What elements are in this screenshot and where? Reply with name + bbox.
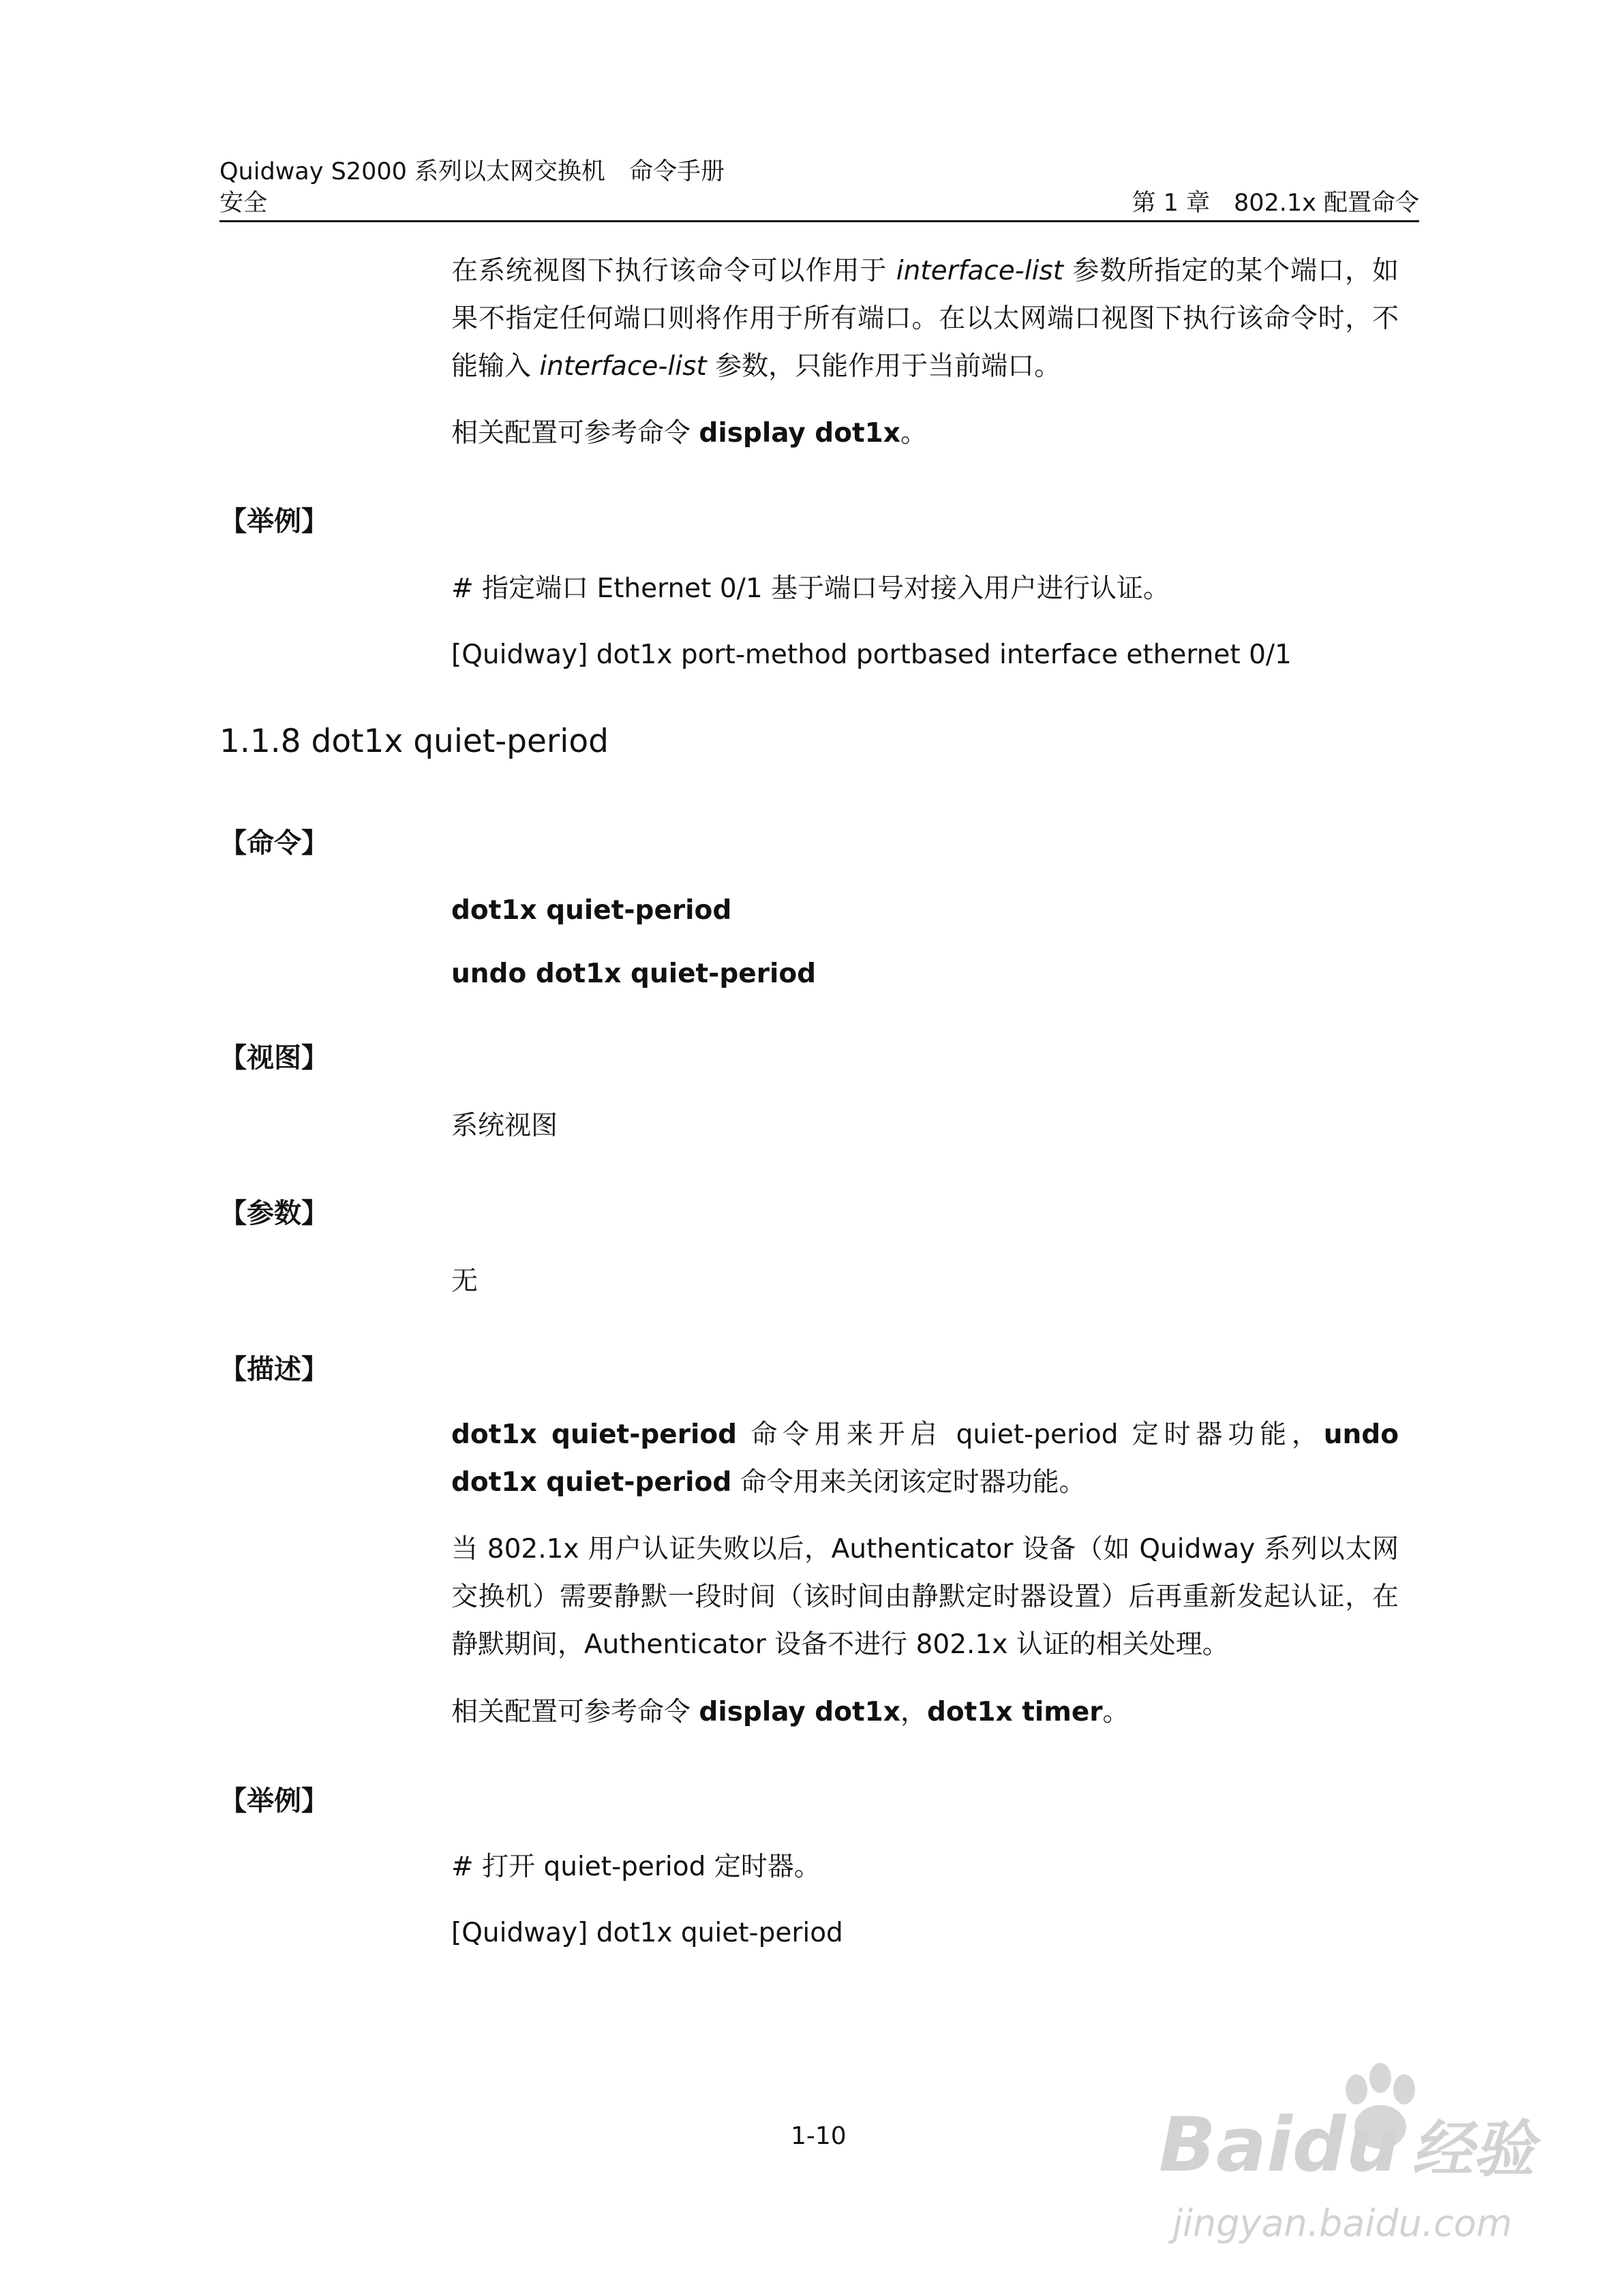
example1-comment: # 指定端口 Ethernet 0/1 基于端口号对接入用户进行认证。	[451, 573, 1170, 604]
desc-paragraph-2: 当 802.1x 用户认证失败以后，Authenticator 设备（如 Quidway 系列以太网交换机）需要静默一段时间（该时间由静默定时器设置）后再重新发起认证，在静默期间，Authenticator 设备不进行 802.1x 认证的相关处理。	[451, 1534, 1399, 1660]
command-label: 【命令】	[219, 828, 329, 859]
intro-related: 相关配置可参考命令 display dot1x。	[451, 418, 927, 449]
command-line-2: undo dot1x quiet-period	[451, 958, 817, 989]
params-value: 无	[451, 1266, 479, 1297]
desc-related: 相关配置可参考命令 display dot1x，dot1x timer。	[451, 1697, 1129, 1727]
header-title: Quidway S2000 系列以太网交换机 命令手册	[219, 158, 725, 185]
intro-paragraph: 在系统视图下执行该命令可以作用于 interface-list 参数所指定的某个端口，如果不指定任何端口则将作用于所有端口。在以太网端口视图下执行该命令时，不能输入 interface-list 参数，只能作用于当前端口。	[451, 256, 1399, 382]
example1-command: [Quidway] dot1x port-method portbased interface ethernet 0/1	[451, 639, 1292, 670]
watermark-brand: Baidu 经验	[1159, 2101, 1534, 2188]
header-rule	[219, 220, 1419, 222]
view-value: 系统视图	[451, 1111, 558, 1141]
page-number: 1-10	[791, 2122, 847, 2150]
view-label: 【视图】	[219, 1042, 329, 1074]
params-label: 【参数】	[219, 1198, 329, 1229]
section-title: 1.1.8 dot1x quiet-period	[219, 723, 609, 760]
watermark-url: jingyan.baidu.com	[1172, 2202, 1513, 2245]
header-chapter: 第 1 章 802.1x 配置命令	[1132, 190, 1419, 217]
example2-command: [Quidway] dot1x quiet-period	[451, 1918, 843, 1948]
example2-comment: # 打开 quiet-period 定时器。	[451, 1852, 821, 1882]
command-line-1: dot1x quiet-period	[451, 895, 732, 926]
desc-label: 【描述】	[219, 1354, 329, 1385]
baidu-watermark	[1159, 2059, 1595, 2263]
desc-paragraph-1: dot1x quiet-period 命令用来开启 quiet-period 定时器功能，undo dot1x quiet-period 命令用来关闭该定时器功能。	[451, 1419, 1399, 1498]
example2-label: 【举例】	[219, 1785, 329, 1817]
header-section: 安全	[219, 190, 268, 217]
example1-label: 【举例】	[219, 506, 329, 537]
